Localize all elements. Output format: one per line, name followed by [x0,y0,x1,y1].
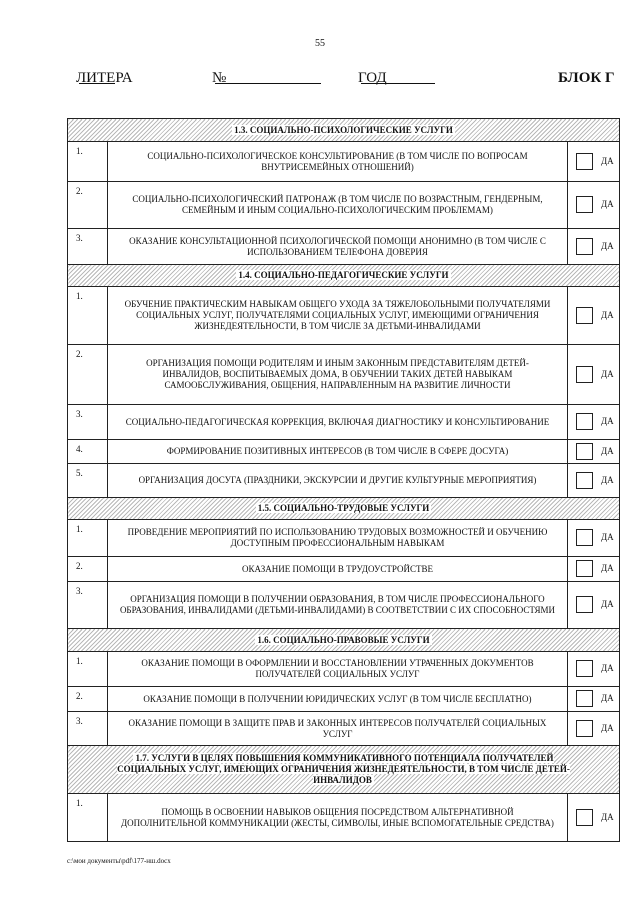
table-row [68,557,620,582]
yes-checkbox[interactable] [576,472,593,489]
section-header [68,746,620,794]
table-row [68,520,620,557]
year-label: ГОД [358,70,387,86]
yes-label: ДА [600,155,614,166]
service-text: ФОРМИРОВАНИЕ ПОЗИТИВНЫХ ИНТЕРЕСОВ (В ТОМ ЧИСЛЕ В СФЕРЕ ДОСУГА) [108,440,568,464]
row-number: 3. [68,712,108,746]
yes-label: ДА [600,416,614,426]
yes-checkbox[interactable] [576,560,593,577]
litera-blank[interactable] [79,70,115,84]
table-row [68,464,620,498]
yes-label: ДА [600,563,614,573]
yes-label: ДА [600,663,614,673]
number-label: № [212,70,227,86]
service-text: ОКАЗАНИЕ ПОМОЩИ В ПОЛУЧЕНИИ ЮРИДИЧЕСКИХ УСЛУГ (В ТОМ ЧИСЛЕ БЕСПЛАТНО) [108,687,568,712]
year-blank[interactable] [361,70,435,84]
yes-label: ДА [600,811,614,822]
row-number: 2. [68,687,108,712]
yes-checkbox[interactable] [576,443,593,460]
row-number: 1. [68,652,108,687]
yes-checkbox[interactable] [576,413,593,430]
section-title: 1.5. СОЦИАЛЬНО-ТРУДОВЫЕ УСЛУГИ [257,503,430,513]
section-title: 1.7. УСЛУГИ В ЦЕЛЯХ ПОВЫШЕНИЯ КОММУНИКАТИВНОГО ПОТЕНЦИАЛА ПОЛУЧАТЕЛЕЙ СОЦИАЛЬНЫХ УСЛУГ, ИМЕЮЩИХ ОГРАНИЧЕНИЯ ЖИЗНЕДЕЯТЕЛЬНОСТИ, В ТОМ ЧИСЛЕ ДЕТЕЙ-ИНВАЛИДОВ [117,753,570,785]
service-text: ПОМОЩЬ В ОСВОЕНИИ НАВЫКОВ ОБЩЕНИЯ ПОСРЕДСТВОМ АЛЬТЕРНАТИВНОЙ ДОПОЛНИТЕЛЬНОЙ КОММУНИКАЦИИ (ЖЕСТЫ, СИМВОЛЫ, ИНЫЕ ВСПОМОГАТЕЛЬНЫЕ СРЕДСТВА) [108,794,568,842]
section-title: 1.6. СОЦИАЛЬНО-ПРАВОВЫЕ УСЛУГИ [257,634,430,645]
yes-checkbox[interactable] [576,529,593,546]
table-row [68,652,620,687]
table-row [68,582,620,629]
service-text: ОКАЗАНИЕ ПОМОЩИ В ОФОРМЛЕНИИ И ВОССТАНОВЛЕНИИ УТРАЧЕННЫХ ДОКУМЕНТОВ ПОЛУЧАТЕЛЕЙ СОЦИАЛЬНЫХ УСЛУГ [108,652,568,687]
table-row [68,794,620,842]
row-number: 1. [68,287,108,345]
table-row [68,142,620,182]
services-table [67,118,620,842]
yes-checkbox[interactable] [576,720,593,737]
service-text: ОРГАНИЗАЦИЯ ПОМОЩИ РОДИТЕЛЯМ И ИНЫМ ЗАКОННЫМ ПРЕДСТАВИТЕЛЯМ ДЕТЕЙ-ИНВАЛИДОВ, ВОСПИТЫВАЕМЫХ ДОМА, В ОБУЧЕНИИ ТАКИХ ДЕТЕЙ НАВЫКАМ САМООБСЛУЖИВАНИЯ, ОБЩЕНИЯ, НАПРАВЛЕННЫМ НА РАЗВИТИЕ ЛИЧНОСТИ [108,345,568,405]
row-number: 2. [68,182,108,229]
service-text: ОБУЧЕНИЕ ПРАКТИЧЕСКИМ НАВЫКАМ ОБЩЕГО УХОДА ЗА ТЯЖЕЛОБОЛЬНЫМИ ПОЛУЧАТЕЛЯМИ СОЦИАЛЬНЫХ УСЛУГ, ПОЛУЧАТЕЛЯМИ СОЦИАЛЬНЫХ УСЛУГ, ИМЕЮЩИМИ ОГРАНИЧЕНИЯ ЖИЗНЕДЕЯТЕЛЬНОСТИ, В ТОМ ЧИСЛЕ ЗА ДЕТЬМИ-ИНВАЛИДАМИ [108,287,568,345]
block-label: БЛОК Г [558,70,615,86]
row-number: 4. [68,440,108,464]
row-number: 1. [68,520,108,557]
yes-checkbox[interactable] [576,809,593,826]
yes-checkbox[interactable] [576,307,593,324]
row-number: 5. [68,464,108,498]
litera-label: ЛИТЕРА [76,70,133,86]
page-number: 55 [315,38,325,49]
section-header [68,498,620,520]
yes-label: ДА [600,240,614,251]
service-text: ОРГАНИЗАЦИЯ ПОМОЩИ В ПОЛУЧЕНИИ ОБРАЗОВАНИЯ, В ТОМ ЧИСЛЕ ПРОФЕССИОНАЛЬНОГО ОБРАЗОВАНИЯ, ИНВАЛИДАМИ (ДЕТЬМИ-ИНВАЛИДАМИ) В СООТВЕТСТВИИ С ИХ СПОСОБНОСТЯМИ [108,582,568,629]
yes-checkbox[interactable] [576,238,593,255]
service-text: ОКАЗАНИЕ ПОМОЩИ В ЗАЩИТЕ ПРАВ И ЗАКОННЫХ ИНТЕРЕСОВ ПОЛУЧАТЕЛЕЙ СОЦИАЛЬНЫХ УСЛУГ [108,712,568,746]
row-number: 3. [68,405,108,440]
service-text: СОЦИАЛЬНО-ПСИХОЛОГИЧЕСКИЙ ПАТРОНАЖ (В ТОМ ЧИСЛЕ ПО ВОЗРАСТНЫМ, ГЕНДЕРНЫМ, СЕМЕЙНЫМ И ИНЫМ СОЦИАЛЬНО-ПСИХОЛОГИЧЕСКИМ ПРОБЛЕМАМ) [108,182,568,229]
row-number: 1. [68,794,108,842]
service-text: ПРОВЕДЕНИЕ МЕРОПРИЯТИЙ ПО ИСПОЛЬЗОВАНИЮ ТРУДОВЫХ ВОЗМОЖНОСТЕЙ И ОБУЧЕНИЮ ДОСТУПНЫМ ПРОФЕССИОНАЛЬНЫМ НАВЫКАМ [108,520,568,557]
yes-checkbox[interactable] [576,366,593,383]
yes-checkbox[interactable] [576,596,593,613]
yes-checkbox[interactable] [576,196,593,213]
row-number: 2. [68,557,108,582]
yes-label: ДА [600,599,614,609]
table-row [68,182,620,229]
row-number: 3. [68,229,108,265]
yes-label: ДА [600,445,614,456]
section-title: 1.4. СОЦИАЛЬНО-ПЕДАГОГИЧЕСКИЕ УСЛУГИ [238,270,449,280]
form-header [76,70,615,90]
yes-label: ДА [600,693,614,703]
row-number: 2. [68,345,108,405]
table-row [68,440,620,464]
table-row [68,229,620,265]
table-row [68,687,620,712]
yes-checkbox[interactable] [576,153,593,170]
row-number: 3. [68,582,108,629]
table-row [68,287,620,345]
yes-label: ДА [600,532,614,542]
service-text: ОРГАНИЗАЦИЯ ДОСУГА (ПРАЗДНИКИ, ЭКСКУРСИИ И ДРУГИЕ КУЛЬТУРНЫЕ МЕРОПРИЯТИЯ) [108,464,568,498]
table-row [68,405,620,440]
yes-checkbox[interactable] [576,660,593,677]
section-title: 1.3. СОЦИАЛЬНО-ПСИХОЛОГИЧЕСКИЕ УСЛУГИ [234,124,453,135]
service-text: СОЦИАЛЬНО-ПЕДАГОГИЧЕСКАЯ КОРРЕКЦИЯ, ВКЛЮЧАЯ ДИАГНОСТИКУ И КОНСУЛЬТИРОВАНИЕ [108,405,568,440]
table-row [68,712,620,746]
yes-label: ДА [600,199,614,209]
yes-label: ДА [600,474,614,485]
table-row [68,345,620,405]
row-number: 1. [68,142,108,182]
section-header [68,629,620,652]
file-path-footer: c:\мои документы\pdf\177-нш.docx [67,857,171,865]
yes-label: ДА [600,722,614,733]
service-text: ОКАЗАНИЕ ПОМОЩИ В ТРУДОУСТРОЙСТВЕ [108,557,568,582]
yes-label: ДА [600,368,614,379]
service-text: СОЦИАЛЬНО-ПСИХОЛОГИЧЕСКОЕ КОНСУЛЬТИРОВАНИЕ (В ТОМ ЧИСЛЕ ПО ВОПРОСАМ ВНУТРИСЕМЕЙНЫХ ОТНОШЕНИЙ) [108,142,568,182]
yes-label: ДА [600,309,614,320]
yes-checkbox[interactable] [576,690,593,707]
section-header [68,265,620,287]
section-header [68,119,620,142]
service-text: ОКАЗАНИЕ КОНСУЛЬТАЦИОННОЙ ПСИХОЛОГИЧЕСКОЙ ПОМОЩИ АНОНИМНО (В ТОМ ЧИСЛЕ С ИСПОЛЬЗОВАНИЕМ ТЕЛЕФОНА ДОВЕРИЯ [108,229,568,265]
number-blank[interactable] [215,70,321,84]
